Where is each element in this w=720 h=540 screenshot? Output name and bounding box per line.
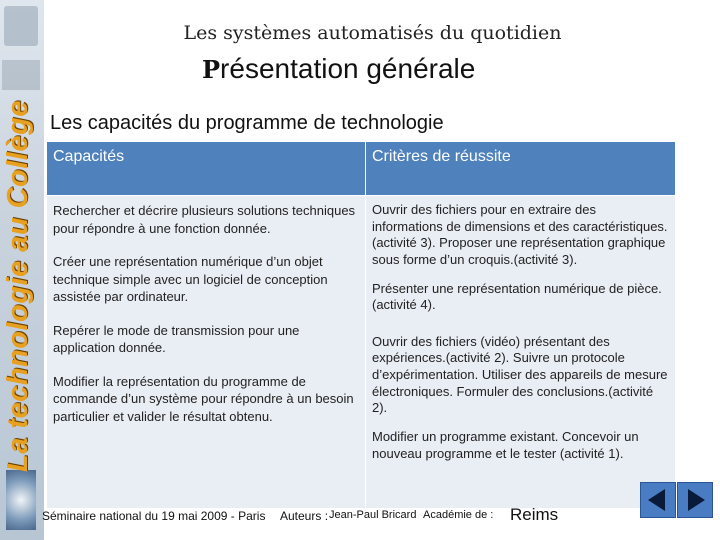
- slide-subtitle: Les capacités du programme de technologie: [50, 112, 444, 134]
- slide-title-initial: P: [202, 55, 221, 84]
- sidebar-graphic-bottom: [6, 470, 36, 530]
- criteria-cell: [366, 196, 676, 509]
- slide-supertitle: Les systèmes automatisés du quotidien: [183, 22, 562, 44]
- criteria-item: Ouvrir des fichiers (vidéo) présentant des expériences.(activité 2). Suivre un protocole d’expérimentation. Utiliser des appareils de mesure électroniques. Formuler des conclusions.(activité 2).: [372, 333, 668, 416]
- capacities-cell: [47, 196, 366, 509]
- sidebar-vertical-title: La technologie au Collège: [2, 100, 34, 472]
- table-header-row: [47, 142, 676, 196]
- footer-author: Jean-Paul Bricard: [329, 509, 417, 521]
- criteria-item: Présenter une représentation numérique de pièce.(activité 4).: [372, 280, 662, 313]
- slide-title: [202, 53, 475, 85]
- footer-academy-label: Académie de :: [423, 509, 494, 521]
- slide-title-rest: résentation générale: [220, 53, 476, 84]
- criteria-item: Modifier un programme existant. Concevoir un nouveau programme et le tester (activité 1).: [372, 428, 639, 461]
- header-capacites: Capacités: [47, 142, 366, 196]
- criteria-item: Ouvrir des fichiers pour en extraire des informations de dimensions et des caractéristiques.(activité 3). Proposer une représentation graphique sous forme d’un croquis.(activité 3).: [372, 202, 668, 267]
- header-criteres: Critères de réussite: [366, 142, 676, 196]
- capacity-item: Créer une représentation numérique d’un objet technique simple avec un logiciel de conception assistée par ordinateur.: [53, 254, 328, 305]
- arrow-right-icon: [678, 483, 712, 517]
- footer-academy: Reims: [510, 505, 559, 524]
- footer-seminar: Séminaire national du 19 mai 2009 - Paris: [42, 509, 266, 523]
- capacities-table: [46, 141, 676, 509]
- table-row: [47, 196, 676, 509]
- capacity-item: Rechercher et décrire plusieurs solutions techniques pour répondre à une fonction donnée.: [53, 203, 356, 236]
- prev-slide-button[interactable]: [640, 482, 676, 518]
- next-slide-button[interactable]: [677, 482, 713, 518]
- capacity-item: Repérer le mode de transmission pour une application donnée.: [53, 322, 300, 356]
- arrow-left-icon: [641, 483, 675, 517]
- footer-authors-label: Auteurs :: [280, 509, 329, 523]
- capacity-item: Modifier la représentation du programme de commande d’un système pour répondre à un besoin particulier et valider le résultat obtenu.: [53, 373, 354, 424]
